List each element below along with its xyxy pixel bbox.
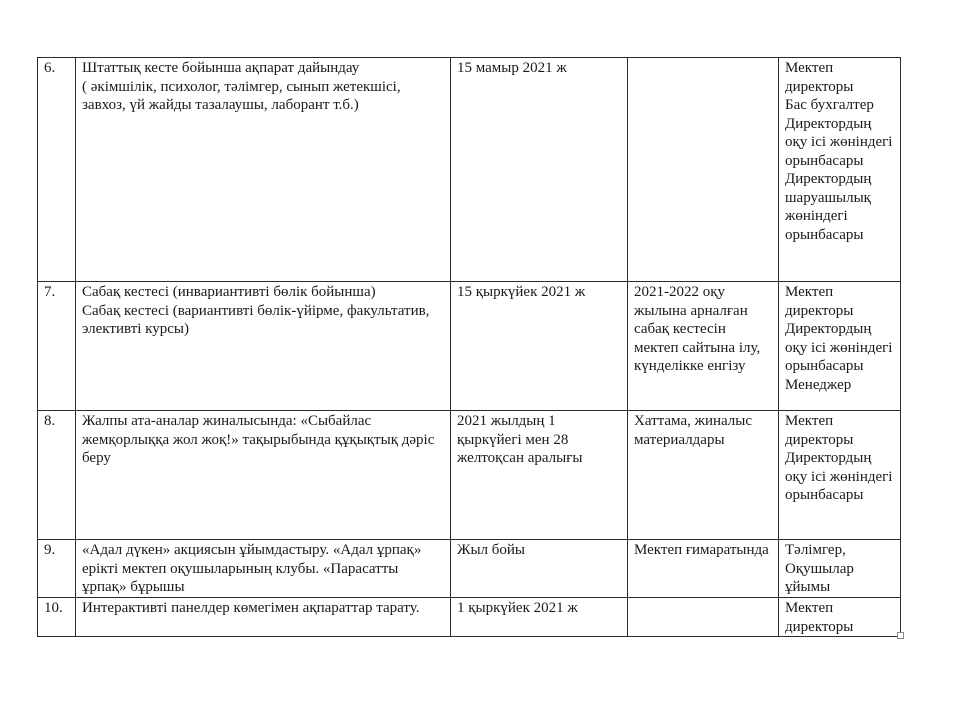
activity-cell: Интерактивті панелдер көмегімен ақпараттар тарату. — [76, 598, 451, 637]
row-number: 8. — [38, 411, 76, 540]
responsible-cell: Мектеп директоры Директордың оқу ісі жөніндегі орынбасары — [779, 411, 901, 540]
row-number: 9. — [38, 540, 76, 598]
row-number: 7. — [38, 282, 76, 411]
date-cell: Жыл бойы — [451, 540, 628, 598]
table-resize-handle[interactable] — [897, 632, 904, 639]
date-cell: 1 қыркүйек 2021 ж — [451, 598, 628, 637]
responsible-cell: Мектеп директоры — [779, 598, 901, 637]
date-cell: 15 қыркүйек 2021 ж — [451, 282, 628, 411]
form-cell — [628, 58, 779, 282]
row-number: 6. — [38, 58, 76, 282]
activity-cell: Жалпы ата-аналар жиналысында: «Сыбайлас жемқорлыққа жол жоқ!» тақырыбында құқықтық дәріс беру — [76, 411, 451, 540]
table-row — [38, 598, 901, 637]
form-cell: 2021-2022 оқу жылына арналған сабақ кестесін мектеп сайтына ілу, күнделікке енгізу — [628, 282, 779, 411]
table-row — [38, 411, 901, 540]
activity-cell: Сабақ кестесі (инвариантивті бөлік бойынша) Сабақ кестесі (вариантивті бөлік-үйірме, факультатив, элективті курсы) — [76, 282, 451, 411]
table-row — [38, 58, 901, 282]
activity-cell: Штаттық кесте бойынша ақпарат дайындау ( әкімшілік, психолог, тәлімгер, сынып жетекшісі, завхоз, үй жайды тазалаушы, лаборант т.б.) — [76, 58, 451, 282]
activity-cell: «Адал дүкен» акциясын ұйымдастыру. «Адал ұрпақ» ерікті мектеп оқушыларының клубы. «Парасатты ұрпақ» бұрышы — [76, 540, 451, 598]
plan-table — [37, 57, 901, 637]
date-cell: 15 мамыр 2021 ж — [451, 58, 628, 282]
table-row — [38, 540, 901, 598]
form-cell: Мектеп ғимаратында — [628, 540, 779, 598]
date-cell: 2021 жылдың 1 қыркүйегі мен 28 желтоқсан аралығы — [451, 411, 628, 540]
form-cell: Хаттама, жиналыс материалдары — [628, 411, 779, 540]
responsible-cell: Тәлімгер, Оқушылар ұйымы — [779, 540, 901, 598]
form-cell — [628, 598, 779, 637]
responsible-cell: Мектеп директоры Директордың оқу ісі жөніндегі орынбасары Менеджер — [779, 282, 901, 411]
table-row — [38, 282, 901, 411]
row-number: 10. — [38, 598, 76, 637]
responsible-cell: Мектеп директоры Бас бухгалтер Директордың оқу ісі жөніндегі орынбасары Директордың шаруашылық жөніндегі орынбасары — [779, 58, 901, 282]
